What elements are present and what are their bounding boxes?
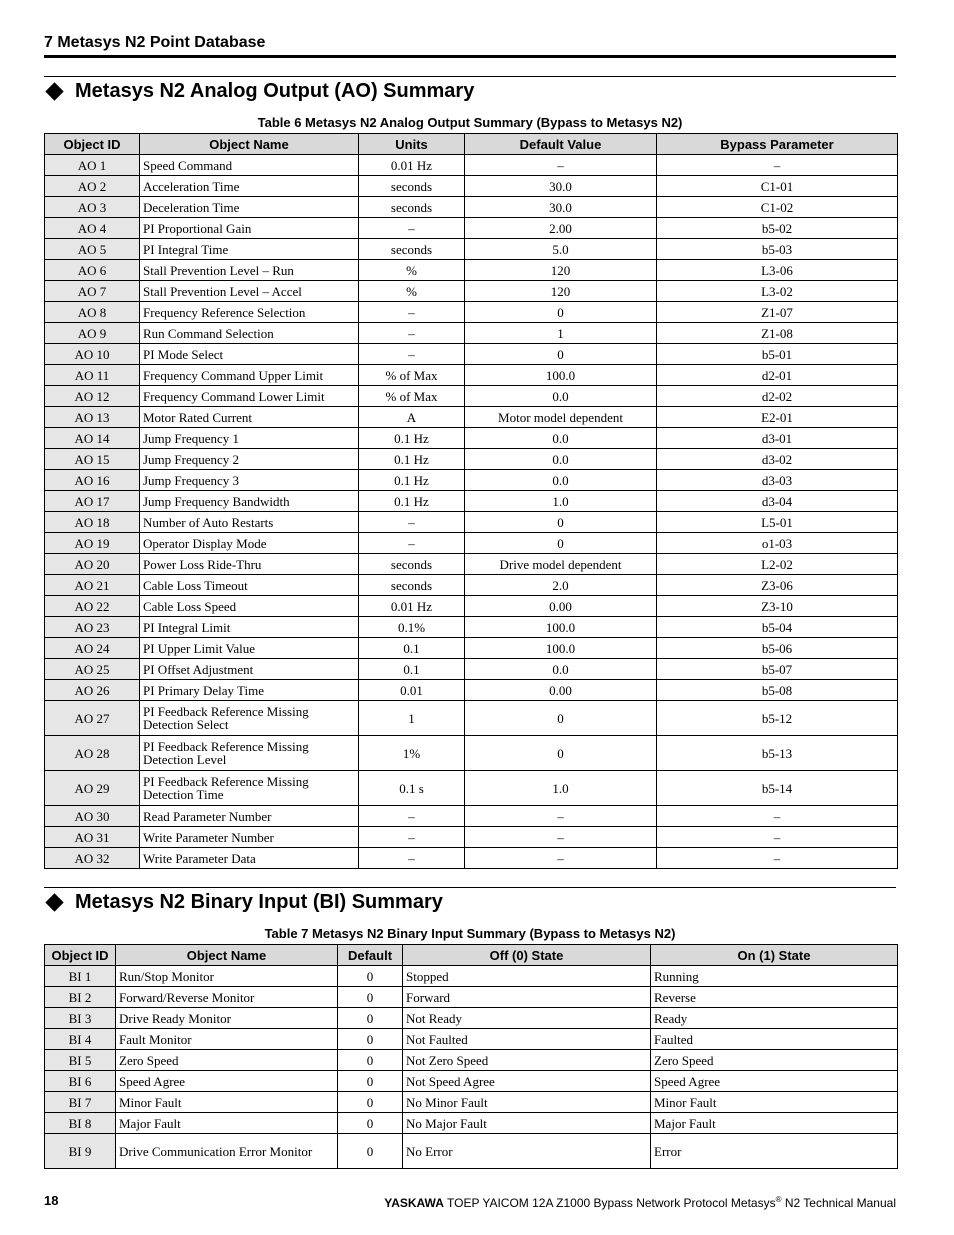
table-cell: Not Zero Speed (403, 1050, 651, 1071)
table-cell: AO 24 (45, 638, 140, 659)
table-cell: – (359, 827, 465, 848)
table-cell: 0.0 (465, 386, 657, 407)
section-rule (44, 887, 896, 888)
table-cell: 0 (338, 1050, 403, 1071)
table-cell: C1-01 (657, 176, 898, 197)
table-cell: b5-03 (657, 239, 898, 260)
table-cell: d2-01 (657, 365, 898, 386)
table-row (45, 987, 898, 1008)
table-cell: AO 17 (45, 491, 140, 512)
diamond-bullet-icon (45, 893, 63, 911)
table-row (45, 1050, 898, 1071)
table-cell: 2.00 (465, 218, 657, 239)
footer-title-suffix: N2 Technical Manual (781, 1196, 896, 1210)
table-row (45, 659, 898, 680)
table-row (45, 470, 898, 491)
table-cell: BI 7 (45, 1092, 116, 1113)
table-cell: – (359, 344, 465, 365)
table-cell: AO 21 (45, 575, 140, 596)
table-cell: Jump Frequency 2 (140, 449, 359, 470)
table-row (45, 1008, 898, 1029)
column-header: On (1) State (651, 945, 898, 966)
table-cell: seconds (359, 176, 465, 197)
table-cell: – (657, 806, 898, 827)
table-cell: b5-12 (657, 701, 898, 736)
column-header: Default (338, 945, 403, 966)
table-cell: b5-14 (657, 771, 898, 806)
table-cell: PI Primary Delay Time (140, 680, 359, 701)
table-cell: 0 (338, 987, 403, 1008)
table-cell: Z1-08 (657, 323, 898, 344)
table-cell: L5-01 (657, 512, 898, 533)
table-cell: PI Upper Limit Value (140, 638, 359, 659)
table-cell: – (657, 848, 898, 869)
table-cell: Drive Communication Error Monitor (116, 1134, 338, 1169)
table-cell: Speed Agree (116, 1071, 338, 1092)
table-cell: – (465, 806, 657, 827)
table-cell: 0.01 (359, 680, 465, 701)
table-cell: No Major Fault (403, 1113, 651, 1134)
ao-section-title (44, 80, 474, 103)
table-cell: Major Fault (116, 1113, 338, 1134)
table-cell: 0 (338, 1092, 403, 1113)
table-row (45, 365, 898, 386)
table-cell: PI Offset Adjustment (140, 659, 359, 680)
table-cell: Z1-07 (657, 302, 898, 323)
table-cell: AO 18 (45, 512, 140, 533)
table-row (45, 1092, 898, 1113)
table-row (45, 617, 898, 638)
table-cell: 0.00 (465, 680, 657, 701)
registered-mark: ® (775, 1195, 782, 1204)
table-cell: Speed Command (140, 155, 359, 176)
table-cell: L3-02 (657, 281, 898, 302)
table-cell: Fault Monitor (116, 1029, 338, 1050)
table-cell: Stall Prevention Level – Run (140, 260, 359, 281)
table-cell: BI 2 (45, 987, 116, 1008)
table-cell: BI 1 (45, 966, 116, 987)
column-header: Units (359, 134, 465, 155)
table-cell: BI 8 (45, 1113, 116, 1134)
table-cell: AO 16 (45, 470, 140, 491)
table-cell: PI Integral Limit (140, 617, 359, 638)
table-cell: AO 26 (45, 680, 140, 701)
footer-title (384, 1195, 896, 1210)
table-cell: o1-03 (657, 533, 898, 554)
table-cell: 0.0 (465, 470, 657, 491)
table-row (45, 736, 898, 771)
table-row (45, 512, 898, 533)
table-cell: – (657, 155, 898, 176)
table-cell: AO 13 (45, 407, 140, 428)
table-row (45, 239, 898, 260)
table-cell: b5-08 (657, 680, 898, 701)
bi-section-title (44, 891, 443, 914)
ao-section-title-text: Metasys N2 Analog Output (AO) Summary (75, 80, 475, 102)
table-cell: AO 8 (45, 302, 140, 323)
table-cell: 0 (338, 1071, 403, 1092)
table-cell: 120 (465, 260, 657, 281)
table-cell: BI 6 (45, 1071, 116, 1092)
table-cell: L2-02 (657, 554, 898, 575)
table-cell: AO 22 (45, 596, 140, 617)
table-cell: d3-04 (657, 491, 898, 512)
table-cell: % of Max (359, 365, 465, 386)
table-cell: 0.1 Hz (359, 449, 465, 470)
table-cell: Z3-06 (657, 575, 898, 596)
table-cell: 0.01 Hz (359, 596, 465, 617)
column-header: Object Name (140, 134, 359, 155)
table-cell: d2-02 (657, 386, 898, 407)
table-cell: Frequency Command Lower Limit (140, 386, 359, 407)
table-cell: 0 (465, 533, 657, 554)
column-header: Object ID (45, 945, 116, 966)
table-cell: AO 20 (45, 554, 140, 575)
table-cell: AO 19 (45, 533, 140, 554)
table-cell: – (359, 302, 465, 323)
bi-table-caption: Table 7 Metasys N2 Binary Input Summary (Bypass to Metasys N2) (264, 926, 676, 941)
table-cell: Cable Loss Speed (140, 596, 359, 617)
table-cell: seconds (359, 575, 465, 596)
table-cell: Operator Display Mode (140, 533, 359, 554)
table-cell: BI 5 (45, 1050, 116, 1071)
table-cell: Zero Speed (116, 1050, 338, 1071)
footer-title-prefix: TOEP YAICOM 12A Z1000 Bypass Network Protocol Metasys (443, 1196, 776, 1210)
table-row (45, 260, 898, 281)
header-rule (44, 55, 896, 58)
table-cell: seconds (359, 554, 465, 575)
table-cell: 1.0 (465, 771, 657, 806)
table-cell: b5-01 (657, 344, 898, 365)
table-cell: – (465, 155, 657, 176)
table-cell: Acceleration Time (140, 176, 359, 197)
table-cell: 0.01 Hz (359, 155, 465, 176)
table-cell: 0 (465, 302, 657, 323)
table-cell: 0.1 Hz (359, 470, 465, 491)
table-cell: Cable Loss Timeout (140, 575, 359, 596)
table-cell: AO 2 (45, 176, 140, 197)
table-row (45, 386, 898, 407)
column-header: Off (0) State (403, 945, 651, 966)
table-cell: – (359, 806, 465, 827)
table-cell: 0 (338, 1008, 403, 1029)
table-row (45, 1113, 898, 1134)
table-cell: Faulted (651, 1029, 898, 1050)
table-cell: AO 3 (45, 197, 140, 218)
table-row (45, 176, 898, 197)
table-cell: Minor Fault (651, 1092, 898, 1113)
table-cell: AO 15 (45, 449, 140, 470)
chapter-header: 7 Metasys N2 Point Database (44, 34, 266, 51)
table-row (45, 1071, 898, 1092)
table-cell: d3-01 (657, 428, 898, 449)
table-cell: Frequency Reference Selection (140, 302, 359, 323)
table-cell: Zero Speed (651, 1050, 898, 1071)
table-cell: Run/Stop Monitor (116, 966, 338, 987)
table-row (45, 218, 898, 239)
column-header: Bypass Parameter (657, 134, 898, 155)
table-row (45, 533, 898, 554)
table-row (45, 806, 898, 827)
table-cell: Motor Rated Current (140, 407, 359, 428)
table-cell: 100.0 (465, 638, 657, 659)
table-cell: 0 (338, 1029, 403, 1050)
table-cell: Speed Agree (651, 1071, 898, 1092)
table-cell: AO 28 (45, 736, 140, 771)
table-cell: Drive model dependent (465, 554, 657, 575)
table-row (45, 701, 898, 736)
table-cell: % of Max (359, 386, 465, 407)
table-cell: A (359, 407, 465, 428)
table-header-row (45, 945, 898, 966)
section-rule (44, 76, 896, 77)
table-cell: – (465, 848, 657, 869)
table-cell: AO 23 (45, 617, 140, 638)
table-cell: Error (651, 1134, 898, 1169)
page-number: 18 (44, 1193, 59, 1208)
table-cell: BI 3 (45, 1008, 116, 1029)
table-cell: Write Parameter Data (140, 848, 359, 869)
diamond-bullet-icon (45, 82, 63, 100)
table-cell: b5-02 (657, 218, 898, 239)
table-cell: 2.0 (465, 575, 657, 596)
footer-brand: YASKAWA (384, 1196, 444, 1210)
table-cell: 1.0 (465, 491, 657, 512)
table-cell: PI Feedback Reference Missing Detection Select (140, 701, 359, 736)
table-row (45, 491, 898, 512)
table-cell: AO 4 (45, 218, 140, 239)
table-header-row (45, 134, 898, 155)
table-cell: PI Feedback Reference Missing Detection Level (140, 736, 359, 771)
table-row (45, 302, 898, 323)
table-cell: b5-13 (657, 736, 898, 771)
table-cell: Forward (403, 987, 651, 1008)
table-cell: 100.0 (465, 365, 657, 386)
bi-summary-table (44, 944, 898, 1169)
column-header: Object Name (116, 945, 338, 966)
table-cell: 5.0 (465, 239, 657, 260)
table-cell: b5-06 (657, 638, 898, 659)
table-cell: Running (651, 966, 898, 987)
bi-section-title-text: Metasys N2 Binary Input (BI) Summary (75, 891, 443, 913)
table-cell: – (359, 218, 465, 239)
table-cell: Write Parameter Number (140, 827, 359, 848)
table-row (45, 575, 898, 596)
table-cell: BI 9 (45, 1134, 116, 1169)
table-cell: Reverse (651, 987, 898, 1008)
table-cell: – (657, 827, 898, 848)
table-cell: AO 27 (45, 701, 140, 736)
table-cell: 1% (359, 736, 465, 771)
table-row (45, 155, 898, 176)
table-cell: Number of Auto Restarts (140, 512, 359, 533)
table-cell: – (359, 848, 465, 869)
table-cell: – (359, 323, 465, 344)
table-cell: 120 (465, 281, 657, 302)
table-cell: Minor Fault (116, 1092, 338, 1113)
table-cell: PI Feedback Reference Missing Detection Time (140, 771, 359, 806)
table-cell: 0.1 Hz (359, 491, 465, 512)
table-cell: seconds (359, 239, 465, 260)
table-cell: Ready (651, 1008, 898, 1029)
table-cell: 1 (359, 701, 465, 736)
table-cell: 30.0 (465, 197, 657, 218)
table-cell: 0.0 (465, 659, 657, 680)
table-cell: 0 (465, 736, 657, 771)
table-cell: AO 10 (45, 344, 140, 365)
table-cell: % (359, 281, 465, 302)
table-row (45, 449, 898, 470)
table-row (45, 771, 898, 806)
table-row (45, 596, 898, 617)
table-cell: Major Fault (651, 1113, 898, 1134)
table-row (45, 428, 898, 449)
table-cell: 0.1% (359, 617, 465, 638)
table-cell: d3-02 (657, 449, 898, 470)
table-row (45, 848, 898, 869)
table-cell: – (465, 827, 657, 848)
table-cell: % (359, 260, 465, 281)
table-cell: 0.0 (465, 449, 657, 470)
table-cell: C1-02 (657, 197, 898, 218)
table-cell: Not Ready (403, 1008, 651, 1029)
table-cell: AO 25 (45, 659, 140, 680)
table-row (45, 638, 898, 659)
table-cell: 0 (338, 966, 403, 987)
table-cell: Deceleration Time (140, 197, 359, 218)
table-cell: Forward/Reverse Monitor (116, 987, 338, 1008)
table-cell: d3-03 (657, 470, 898, 491)
column-header: Default Value (465, 134, 657, 155)
table-row (45, 344, 898, 365)
table-row (45, 407, 898, 428)
table-cell: Motor model dependent (465, 407, 657, 428)
table-cell: 0.1 (359, 659, 465, 680)
ao-table-caption: Table 6 Metasys N2 Analog Output Summary (Bypass to Metasys N2) (257, 115, 683, 130)
table-row (45, 281, 898, 302)
table-cell: AO 31 (45, 827, 140, 848)
table-cell: AO 32 (45, 848, 140, 869)
table-cell: – (359, 512, 465, 533)
table-cell: PI Proportional Gain (140, 218, 359, 239)
table-cell: No Error (403, 1134, 651, 1169)
table-cell: AO 30 (45, 806, 140, 827)
table-cell: 0 (338, 1134, 403, 1169)
column-header: Object ID (45, 134, 140, 155)
table-cell: Read Parameter Number (140, 806, 359, 827)
table-cell: Jump Frequency Bandwidth (140, 491, 359, 512)
table-row (45, 554, 898, 575)
table-row (45, 1134, 898, 1169)
table-cell: Run Command Selection (140, 323, 359, 344)
table-cell: seconds (359, 197, 465, 218)
table-cell: 0.0 (465, 428, 657, 449)
table-cell: 0 (465, 701, 657, 736)
table-cell: Not Faulted (403, 1029, 651, 1050)
table-cell: Stopped (403, 966, 651, 987)
table-cell: 0.00 (465, 596, 657, 617)
table-cell: Power Loss Ride-Thru (140, 554, 359, 575)
table-cell: AO 1 (45, 155, 140, 176)
table-cell: AO 9 (45, 323, 140, 344)
table-cell: Z3-10 (657, 596, 898, 617)
table-cell: BI 4 (45, 1029, 116, 1050)
table-cell: 0.1 (359, 638, 465, 659)
table-cell: 0.1 s (359, 771, 465, 806)
table-cell: 0 (338, 1113, 403, 1134)
table-cell: 0 (465, 512, 657, 533)
table-cell: AO 14 (45, 428, 140, 449)
table-cell: AO 12 (45, 386, 140, 407)
table-cell: – (359, 533, 465, 554)
table-cell: No Minor Fault (403, 1092, 651, 1113)
table-cell: PI Integral Time (140, 239, 359, 260)
ao-summary-table (44, 133, 898, 869)
table-row (45, 680, 898, 701)
table-cell: AO 5 (45, 239, 140, 260)
table-row (45, 966, 898, 987)
table-cell: b5-04 (657, 617, 898, 638)
table-cell: E2-01 (657, 407, 898, 428)
table-cell: AO 29 (45, 771, 140, 806)
table-cell: 100.0 (465, 617, 657, 638)
table-cell: PI Mode Select (140, 344, 359, 365)
table-row (45, 827, 898, 848)
table-row (45, 1029, 898, 1050)
table-cell: Drive Ready Monitor (116, 1008, 338, 1029)
table-cell: AO 11 (45, 365, 140, 386)
table-cell: AO 6 (45, 260, 140, 281)
table-cell: 0.1 Hz (359, 428, 465, 449)
table-cell: 30.0 (465, 176, 657, 197)
table-cell: b5-07 (657, 659, 898, 680)
table-cell: Jump Frequency 3 (140, 470, 359, 491)
table-cell: 1 (465, 323, 657, 344)
table-cell: L3-06 (657, 260, 898, 281)
table-cell: Jump Frequency 1 (140, 428, 359, 449)
table-cell: Frequency Command Upper Limit (140, 365, 359, 386)
table-row (45, 323, 898, 344)
table-cell: AO 7 (45, 281, 140, 302)
table-row (45, 197, 898, 218)
table-cell: Stall Prevention Level – Accel (140, 281, 359, 302)
table-cell: 0 (465, 344, 657, 365)
table-cell: Not Speed Agree (403, 1071, 651, 1092)
